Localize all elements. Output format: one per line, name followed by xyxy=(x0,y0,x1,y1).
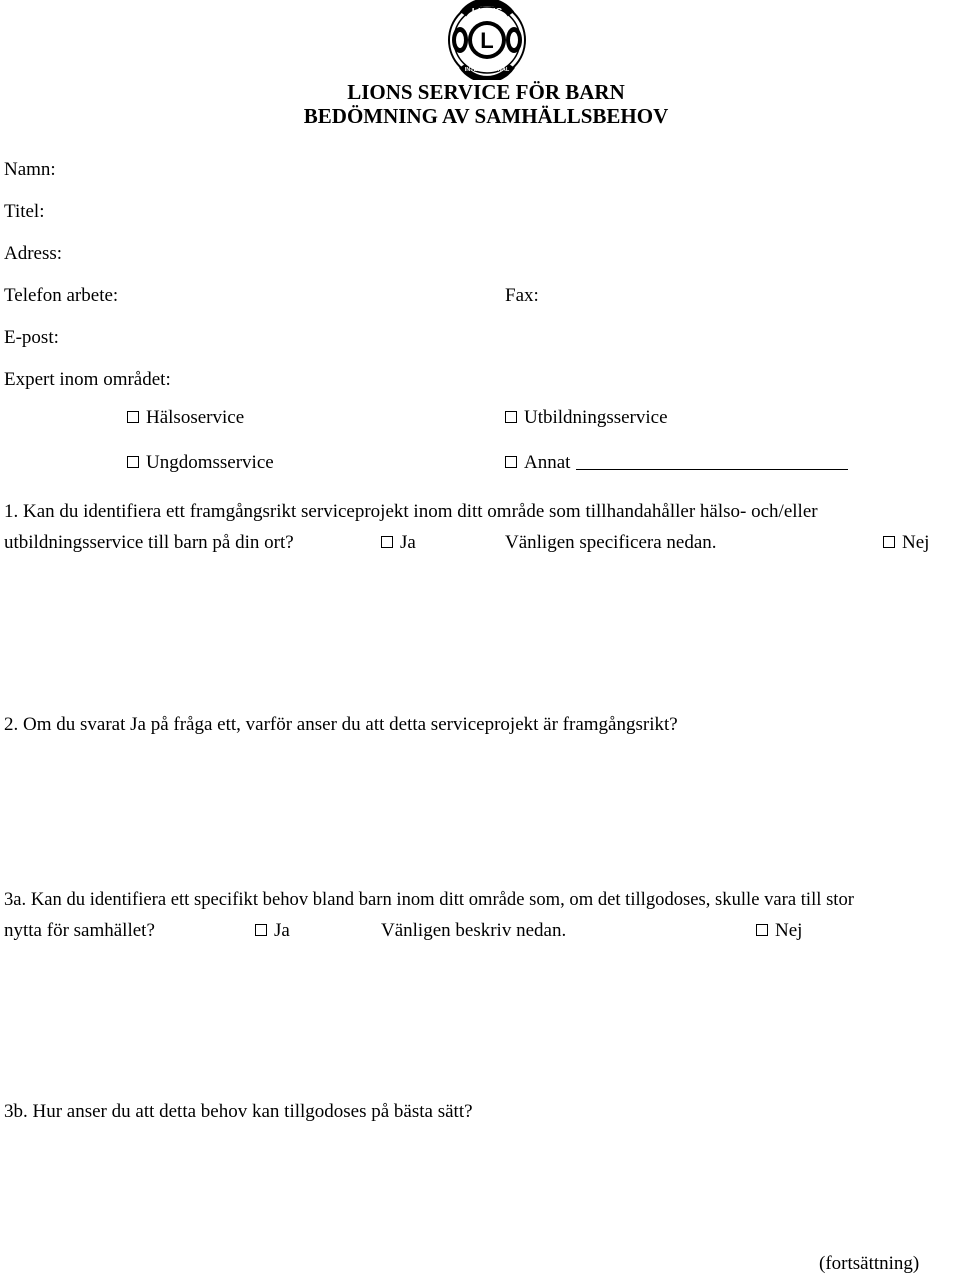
checkbox-icon[interactable] xyxy=(255,924,267,936)
q3a-text-line2: nytta för samhället? xyxy=(4,920,155,941)
page-title-line1: LIONS SERVICE FÖR BARN xyxy=(347,80,625,104)
email-label: E-post: xyxy=(4,327,59,348)
address-label: Adress: xyxy=(4,243,63,264)
q1-text-line2: utbildningsservice till barn på din ort? xyxy=(4,532,294,553)
q1-no-option[interactable] xyxy=(883,533,929,552)
continued-note: (fortsättning) xyxy=(819,1253,920,1274)
q1-yes-label: Ja xyxy=(400,532,416,553)
title-label: Titel: xyxy=(4,201,45,222)
q3a-yes-label: Ja xyxy=(274,920,290,941)
q3a-text-line1: 3a. Kan du identifiera ett specifikt behov bland barn inom ditt område som, om det tillgodoses, skulle vara till stor xyxy=(4,889,854,910)
q3a-no-option[interactable] xyxy=(756,921,802,940)
expert-label: Expert inom området: xyxy=(4,369,171,390)
svg-text:INTERNATIONAL: INTERNATIONAL xyxy=(464,67,510,73)
option-other-label: Annat xyxy=(524,452,571,473)
checkbox-icon[interactable] xyxy=(883,536,895,548)
fax-label: Fax: xyxy=(505,285,539,306)
checkbox-icon[interactable] xyxy=(127,411,139,423)
checkbox-icon[interactable] xyxy=(505,456,517,468)
phone-work-label: Telefon arbete: xyxy=(4,285,119,306)
svg-text:LIONS: LIONS xyxy=(471,7,503,18)
q1-no-label: Nej xyxy=(902,532,930,553)
option-health-label: Hälsoservice xyxy=(146,407,245,428)
lions-logo xyxy=(444,0,530,80)
option-education[interactable] xyxy=(505,408,668,427)
q1-text-line1: 1. Kan du identifiera ett framgångsrikt serviceprojekt inom ditt område som tillhandahåller hälso- och/eller xyxy=(4,501,818,522)
checkbox-icon[interactable] xyxy=(505,411,517,423)
option-youth-label: Ungdomsservice xyxy=(146,452,274,473)
q3a-describe-text: Vänligen beskriv nedan. xyxy=(381,920,567,941)
name-label: Namn: xyxy=(4,159,56,180)
q3b-text: 3b. Hur anser du att detta behov kan tillgodoses på bästa sätt? xyxy=(4,1101,473,1122)
option-youth[interactable] xyxy=(127,453,274,472)
option-education-label: Utbildningsservice xyxy=(524,407,668,428)
q1-specify-text: Vänligen specificera nedan. xyxy=(505,532,717,553)
checkbox-icon[interactable] xyxy=(756,924,768,936)
other-write-in-line[interactable] xyxy=(576,469,848,470)
option-health[interactable] xyxy=(127,408,244,427)
q3a-no-label: Nej xyxy=(775,920,803,941)
svg-text:L: L xyxy=(480,28,494,53)
option-other[interactable] xyxy=(505,453,848,472)
q1-yes-option[interactable] xyxy=(381,533,416,552)
checkbox-icon[interactable] xyxy=(127,456,139,468)
checkbox-icon[interactable] xyxy=(381,536,393,548)
page-title-line2: BEDÖMNING AV SAMHÄLLSBEHOV xyxy=(303,104,669,128)
q3a-yes-option[interactable] xyxy=(255,921,290,940)
q2-text: 2. Om du svarat Ja på fråga ett, varför anser du att detta serviceprojekt är framgångsrikt? xyxy=(4,714,678,735)
